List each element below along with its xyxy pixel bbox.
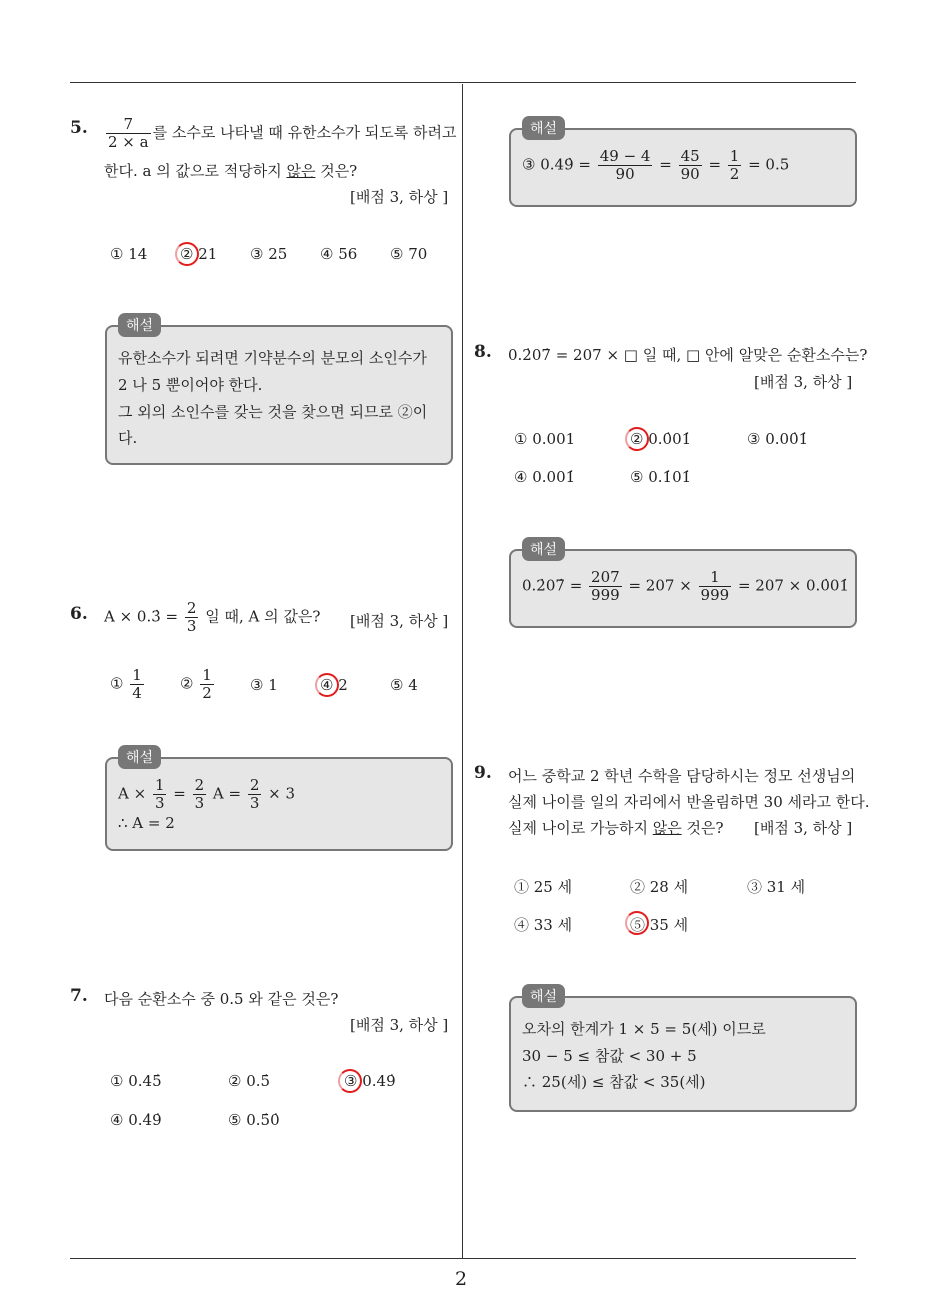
explanation-line: 유한소수가 되려면 기약분수의 분모의 소인수가 <box>118 349 427 367</box>
explanation-tag: 해설 <box>522 116 565 140</box>
bottom-rule <box>70 1258 856 1259</box>
question-number: 6. <box>70 604 88 624</box>
fraction: $\frac{7}{2 \times a}$ <box>108 115 149 151</box>
option-5[interactable]: ⑤ 0.1̇01̇ <box>630 468 692 486</box>
question-number: 9. <box>474 763 492 783</box>
option-3[interactable]: ③ 1 <box>250 676 278 694</box>
question-number: 5. <box>70 118 88 138</box>
option-5[interactable]: ⑤ 35 세 <box>630 916 689 934</box>
score-label: [배점 3, 하상 ] <box>754 373 853 391</box>
explanation-tag: 해설 <box>118 313 161 337</box>
explanation-line: 그 외의 소인수를 갖는 것을 찾으면 되므로 ②이 <box>118 403 428 421</box>
page-number: 2 <box>455 1268 468 1290</box>
explanation-line: A × $\frac{1}{3}$ = $\frac{2}{3}$ A = $\frac{2}{3}$ × 3 <box>118 776 296 812</box>
answer-circle <box>338 1069 362 1093</box>
score-label: [배점 3, 하상 ] <box>754 819 853 837</box>
question-text: 0.2̇07̇ = 207 × □ 일 때, □ 안에 알맞은 순환소수는? <box>508 346 868 364</box>
question-text: $\frac{7}{2 \times a}$ 를 소수로 나타낼 때 유한소수가 되도록 하려고 <box>108 115 457 151</box>
explanation-tag: 해설 <box>522 537 565 561</box>
explanation-line: 30 − 5 ≤ 참값 < 30 + 5 <box>522 1047 697 1065</box>
explanation-line: ∴ 25(세) ≤ 참값 < 35(세) <box>522 1073 706 1091</box>
score-label: [배점 3, 하상 ] <box>350 612 449 630</box>
option-1[interactable]: ① 14 <box>110 245 148 263</box>
question-text-line3: 실제 나이로 가능하지 않은 것은? <box>508 819 724 837</box>
option-2[interactable]: ② 21 <box>180 245 218 263</box>
option-4[interactable]: ④ 33 세 <box>514 916 573 934</box>
option-4[interactable]: ④ 0.4̇9̇ <box>110 1111 162 1129</box>
answer-circle <box>315 673 339 697</box>
explanation-line: 0.2̇07̇ = $\frac{207}{999}$ = 207 × $\frac{1}{999}$ = 207 × 0.0̇01̇ <box>522 568 849 604</box>
question-text-line2: 실제 나이를 일의 자리에서 반올림하면 30 세라고 한다. <box>508 793 870 811</box>
question-number: 7. <box>70 986 88 1006</box>
score-label: [배점 3, 하상 ] <box>350 1016 449 1034</box>
explanation-line: ③ 0.49̇ = $\frac{49 - 4}{90}$ = $\frac{45}{90}$ = $\frac{1}{2}$ = 0.5 <box>522 147 790 183</box>
answer-circle <box>175 242 199 266</box>
option-1[interactable]: ① $\frac{1}{4}$ <box>110 666 142 702</box>
question-number: 8. <box>474 342 492 362</box>
option-2[interactable]: ② $\frac{1}{2}$ <box>180 666 212 702</box>
question-text-line2: 한다. a 의 값으로 적당하지 않은 것은? <box>104 162 358 180</box>
option-3[interactable]: ③ 0.49̇ <box>344 1072 396 1090</box>
option-1[interactable]: ① 25 세 <box>514 878 573 896</box>
explanation-line: 오차의 한계가 1 × 5 = 5(세) 이므로 <box>522 1020 766 1038</box>
top-rule <box>70 82 856 83</box>
explanation-box <box>105 325 453 465</box>
option-1[interactable]: ① 0.001 <box>514 430 576 448</box>
option-1[interactable]: ① 0.45̇ <box>110 1072 162 1090</box>
question-text: 어느 중학교 2 학년 수학을 담당하시는 정모 선생님의 <box>508 767 856 785</box>
option-4[interactable]: ④ 0.001̇ <box>514 468 576 486</box>
answer-circle <box>625 911 649 935</box>
question-text: A × 0.3̇ = $\frac{2}{3}$ 일 때, A 의 값은? <box>104 599 321 635</box>
option-5[interactable]: ⑤ 70 <box>390 245 428 263</box>
option-4[interactable]: ④ 56 <box>320 245 358 263</box>
explanation-line: ∴ A = 2 <box>118 814 175 832</box>
explanation-line: 다. <box>118 429 138 447</box>
answer-circle <box>625 427 649 451</box>
option-5[interactable]: ⑤ 0.5̇0̇ <box>228 1111 280 1129</box>
score-label: [배점 3, 하상 ] <box>350 188 449 206</box>
option-2[interactable]: ② 0.0̇01̇ <box>630 430 692 448</box>
fraction: $\frac{2}{3}$ <box>186 599 197 635</box>
option-2[interactable]: ② 28 세 <box>630 878 689 896</box>
option-5[interactable]: ⑤ 4 <box>390 676 418 694</box>
explanation-tag: 해설 <box>118 745 161 769</box>
column-divider <box>462 84 463 1259</box>
option-3[interactable]: ③ 31 세 <box>747 878 806 896</box>
option-2[interactable]: ② 0.5̇ <box>228 1072 271 1090</box>
explanation-tag: 해설 <box>522 984 565 1008</box>
explanation-line: 2 나 5 뿐이어야 한다. <box>118 376 263 394</box>
option-3[interactable]: ③ 25 <box>250 245 288 263</box>
option-4[interactable]: ④ 2 <box>320 676 348 694</box>
question-text: 다음 순환소수 중 0.5 와 같은 것은? <box>104 990 339 1008</box>
option-3[interactable]: ③ 0.00̇1̇ <box>747 430 809 448</box>
